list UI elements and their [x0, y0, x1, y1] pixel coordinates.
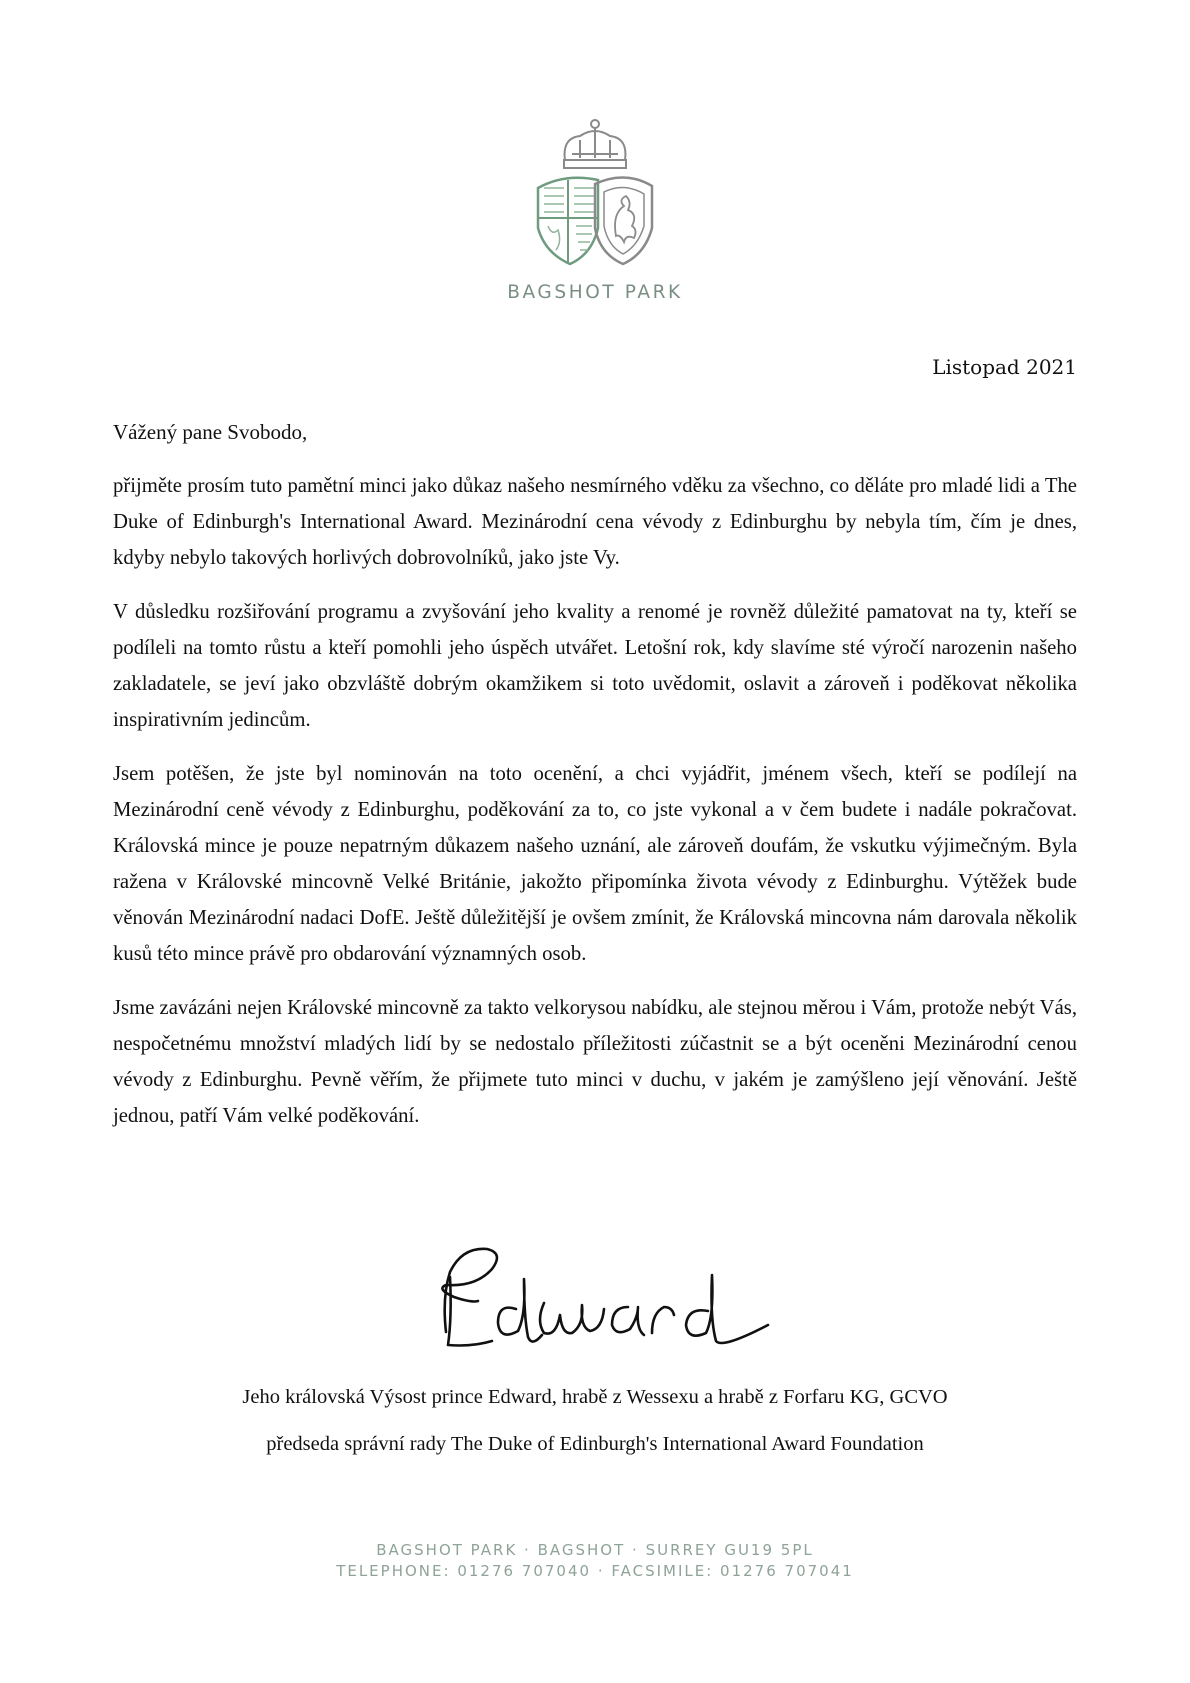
- letter-footer: [0, 1540, 1190, 1582]
- footer-phone: TELEPHONE: 01276 707040 · FACSIMILE: 01276 707041: [336, 1562, 854, 1580]
- royal-crest-icon: [520, 118, 670, 268]
- paragraph: přijměte prosím tuto pamětní minci jako důkaz našeho nesmírného vděku za všechno, co děláte pro mladé lidi a The Duke of Edinburgh's International Award. Mezinárodní cena vévody z Edinburghu by nebyla tím, čím je dnes, kdyby nebylo takových horlivých dobrovolníků, jako jste Vy.: [113, 475, 1077, 569]
- salutation: Vážený pane Svobodo,: [113, 420, 308, 444]
- letter-body: [113, 469, 1077, 1153]
- footer-address: BAGSHOT PARK · BAGSHOT · SURREY GU19 5PL: [376, 1541, 814, 1559]
- paragraph: V důsledku rozšiřování programu a zvyšování jeho kvality a renomé je rovněž důležité pamatovat na ty, kteří se podíleli na tomto růstu a kteří pomohli jeho úspěch utvářet. Letošní rok, kdy slavíme sté výročí narozenin našeho zakladatele, se jeví jako obzvláště dobrým okamžikem si toto uvědomit, oslavit a zároveň i poděkovat několika inspirativním jedincům.: [113, 601, 1077, 731]
- paragraph: Jsme zavázáni nejen Královské mincovně za takto velkorysou nabídku, ale stejnou měrou i Vám, protože nebýt Vás, nespočetnému množství mladých lidí by se nedostalo příležitosti zúčastnit se a být oceněni Mezinárodní cenou vévody z Edinburghu. Pevně věřím, že přijmete tuto minci v duchu, v jakém je zamýšleno její věnování. Ještě jednou, patří Vám velké poděkování.: [113, 997, 1077, 1127]
- letterhead: [0, 118, 1190, 303]
- house-name: BAGSHOT PARK: [507, 282, 683, 303]
- handwritten-signature: [432, 1237, 772, 1357]
- paragraph: Jsem potěšen, že jste byl nominován na toto ocenění, a chci vyjádřit, jménem všech, kteří se podílejí na Mezinárodní ceně vévody z Edinburghu, poděkování za to, co jste vykonal a v čem budete i nadále pokračovat. Královská mince je pouze nepatrným důkazem našeho uznání, ale zároveň doufám, že vskutku výjimečným. Byla ražena v Královské mincovně Velké Británie, jakožto připomínka života vévody z Edinburghu. Výtěžek bude věnován Mezinárodní nadaci DofE. Ještě důležitější je ovšem zmínit, že Královská mincovna nám darovala několik kusů této mince právě pro obdarování významných osob.: [113, 763, 1077, 965]
- letter-date: Listopad 2021: [932, 355, 1077, 379]
- signatory-role: předseda správní rady The Duke of Edinburgh's International Award Foundation: [266, 1433, 924, 1455]
- signatory-name: Jeho královská Výsost prince Edward, hrabě z Wessexu a hrabě z Forfaru KG, GCVO: [242, 1386, 948, 1408]
